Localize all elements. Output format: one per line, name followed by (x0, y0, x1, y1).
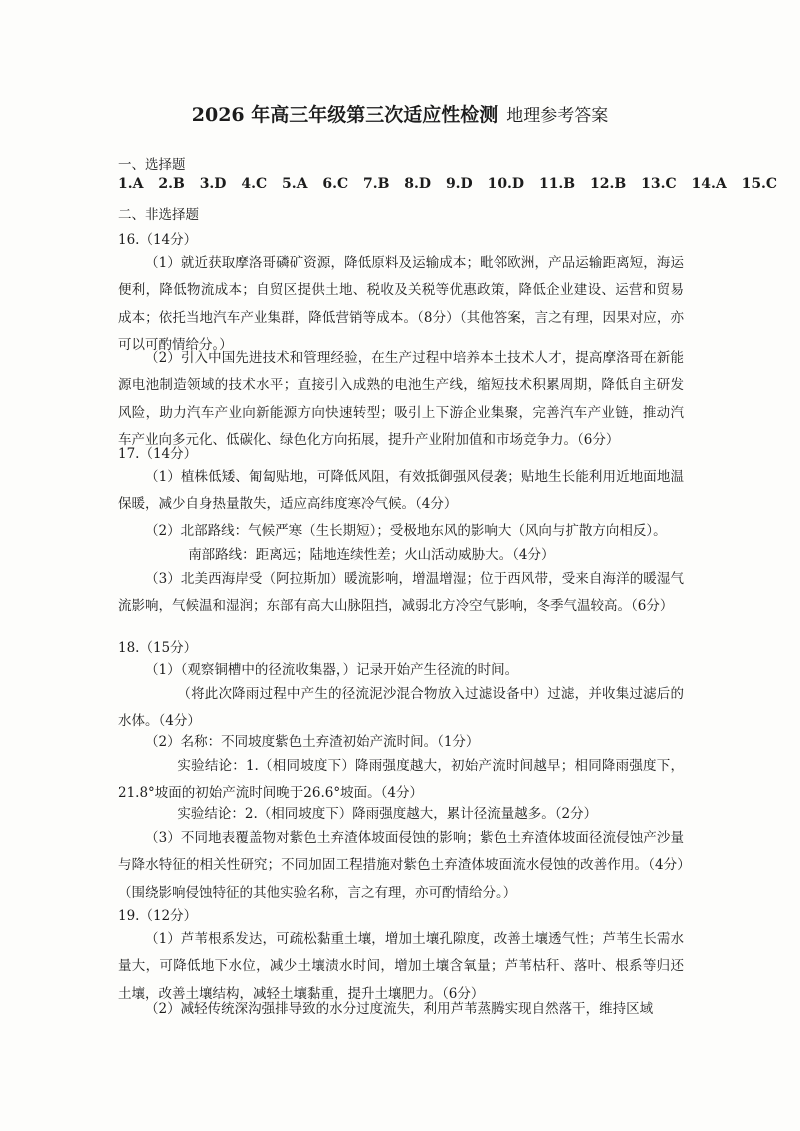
q17-heading: 17.（14分） (118, 446, 198, 462)
answer-item: 15.C (741, 176, 778, 192)
answer-item: 6.C (322, 176, 349, 192)
q16-part2: （2）引入中国先进技术和管理经验，在生产过程中培养本土技术人才，提高摩洛哥在新能源电池制造领域的技术水平；直接引入成熟的电池生产线，缩短技术积累周期，降低自主研发风险，助力汽车产业向新能源方向快速转型；吸引上下游企业集聚，完善汽车产业链，推动汽车产业向多元化、低碳化、绿色化方向拓展，提升产业附加值和市场竞争力。（6分） (118, 350, 684, 449)
answer-item: 12.B (590, 176, 627, 192)
q17-part1: （1）植株低矮、匍匐贴地，可降低风阻，有效抵御强风侵袭；贴地生长能利用近地面地温保暖，减少自身热量散失，适应高纬度寒冷气候。（4分） (118, 469, 684, 513)
q18-part1-b: （将此次降雨过程中产生的径流泥沙混合物放入过滤设备中）过滤，并收集过滤后的水体。（4分） (118, 686, 684, 730)
answer-item: 4.C (241, 176, 268, 192)
q16-heading: 16.（14分） (118, 232, 198, 248)
answer-item: 14.A (691, 176, 727, 192)
q17-part2-south: 南部路线：距离远；陆地连续性差；火山活动威胁大。（4分） (188, 547, 555, 563)
q16-part1: （1）就近获取摩洛哥磷矿资源，降低原料及运输成本；毗邻欧洲，产品运输距离短，海运便利，降低物流成本；自贸区提供土地、税收及关税等优惠政策，降低企业建设、运营和贸易成本；依托当地汽车产业集群，降低营销等成本。（8分）（其他答案，言之有理，因果对应，亦可以可酌情给分。） (118, 255, 684, 354)
answer-item: 13.C (641, 176, 677, 192)
q19-part2: （2）减轻传统深沟强排导致的水分过度流失，利用芦苇蒸腾实现自然落干，维持区域 (145, 1001, 654, 1017)
subtitle-text: 地理参考答案 (506, 106, 609, 126)
answer-item: 3.D (199, 176, 227, 192)
q18-part3: （3）不同地表覆盖物对紫色土弃渣体坡面侵蚀的影响；紫色土弃渣体坡面径流侵蚀产沙量与降水特征的相关性研究；不同加固工程措施对紫色土弃渣体坡面流水侵蚀的改善作用。（4分）（围绕影响侵蚀特征的其他实验名称，言之有理，亦可酌情给分。） (118, 830, 684, 901)
q18-part1-a: （1）（观察铜槽中的径流收集器，）记录开始产生径流的时间。 (145, 662, 519, 678)
choice-answers-row (118, 176, 778, 192)
answer-item: 5.A (281, 176, 308, 192)
q17-part3: （3）北美西海岸受（阿拉斯加）暖流影响，增温增湿；位于西风带，受来自海洋的暖湿气流影响，气候温和湿润；东部有高大山脉阻挡，减弱北方冷空气影响，冬季气温较高。（6分） (118, 571, 684, 615)
answer-item: 9.D (445, 176, 473, 192)
section-heading-choice: 一、选择题 (118, 157, 186, 173)
section-heading-nonchoice: 二、非选择题 (118, 207, 199, 223)
answer-item: 8.D (404, 176, 432, 192)
document-title (0, 100, 800, 127)
q18-part2-conclusion1: 实验结论：1.（相同坡度下）降雨强度越大，初始产流时间越早；相同降雨强度下，21.8°坡面的初始产流时间晚于26.6°坡面。（4分） (118, 758, 684, 802)
title-text: 2026 年高三年级第三次适应性检测 (191, 104, 499, 126)
q19-part1: （1）芦苇根系发达，可疏松黏重土壤，增加土壤孔隙度，改善土壤透气性；芦苇生长需水量大，可降低地下水位，减少土壤渍水时间，增加土壤含氧量；芦苇枯秆、落叶、根系等归还土壤，改善土壤结构，减轻土壤黏重，提升土壤肥力。（6分） (118, 931, 684, 1002)
answer-item: 2.B (158, 176, 185, 192)
answer-item: 1.A (118, 176, 144, 192)
q19-heading: 19.（12分） (118, 908, 198, 924)
answer-item: 11.B (538, 176, 576, 192)
answer-item: 7.B (362, 176, 390, 192)
q17-part2-north: （2）北部路线：气候严寒（生长期短）；受极地东风的影响大（风向与扩散方向相反）。 (145, 523, 667, 539)
q18-part2-name: （2）名称：不同坡度紫色土弃渣初始产流时间。（1分） (145, 734, 480, 750)
q18-heading: 18.（15分） (118, 640, 198, 656)
answer-item: 10.D (487, 176, 525, 192)
q18-part2-conclusion2: 实验结论：2.（相同坡度下）降雨强度越大，累计径流量越多。（2分） (177, 806, 598, 822)
